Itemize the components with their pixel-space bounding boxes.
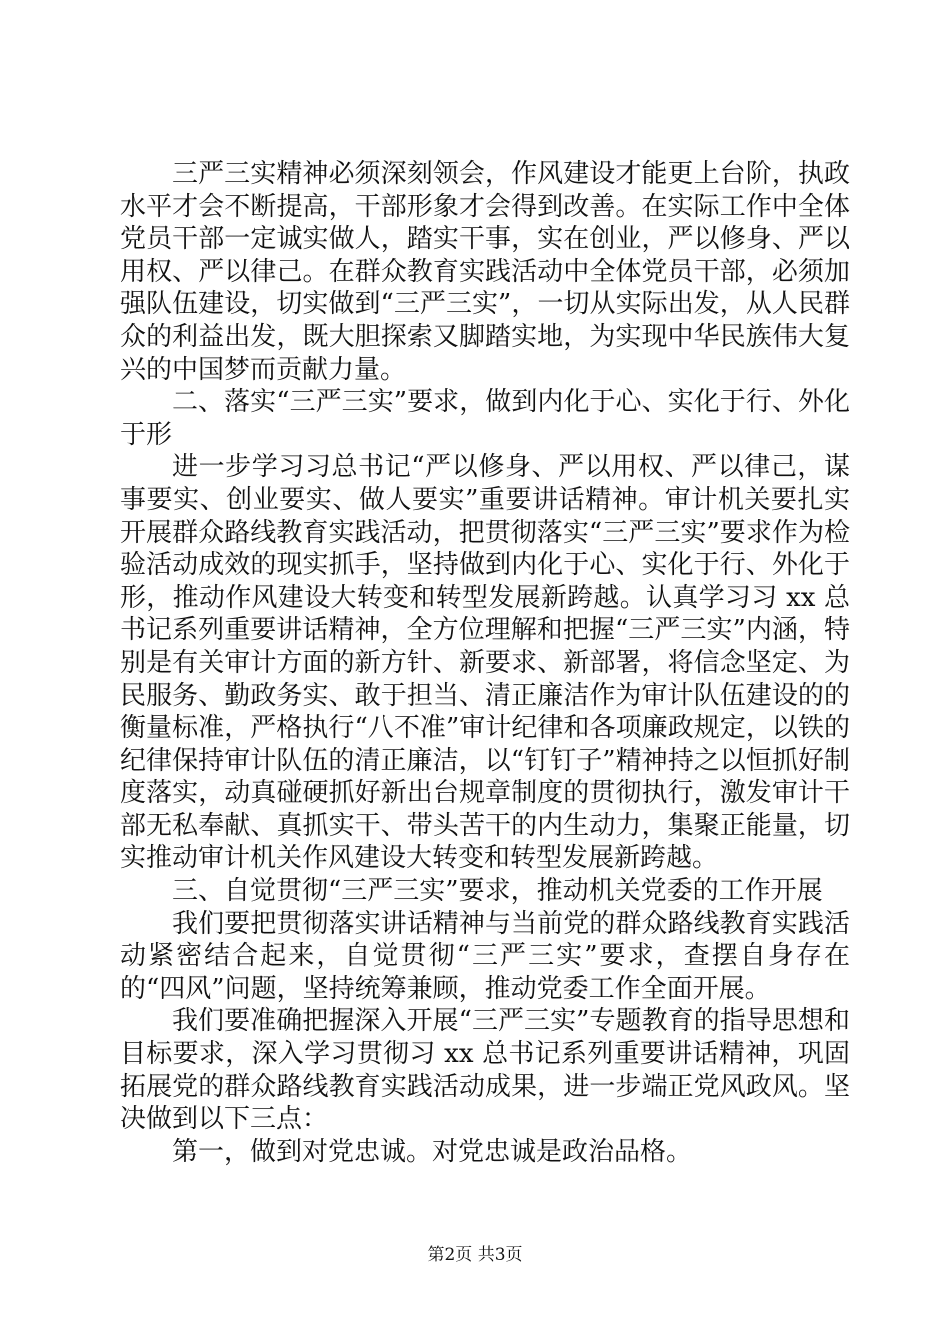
section-heading-three: 三、自觉贯彻“三严三实”要求，推动机关党委的工作开展 bbox=[172, 876, 823, 907]
paragraph-section-two: 进一步学习习总书记“严以修身、严以用权、严以律己，谋事要实、创业要实、做人要实”重要讲话精神。审计机关要扎实开展群众路线教育实践活动，把贯彻落实“三严三实”要求作为检验活动成效的现实抓手，坚持做到内化于心、实化于行、外化于形，推动作风建设大转变和转型发展新跨越。认真学习习 xx 总书记系列重要讲话精神，全方位理解和把握“三严三实”内涵，特别是有关审计方面的新方针、新要求、新部署，将信念坚定、为民服务、勤政务实、敢于担当、清正廉洁作为审计队伍建设的的衡量标准，严格执行“八不准”审计纪律和各项廉政规定，以铁的纪律保持审计队伍的清正廉洁，以“钉钉子”精神持之以恒抓好制度落实，动真碰硬抓好新出台规章制度的贯彻执行，激发审计干部无私奉献、真抓实干、带头苦干的内生动力，集聚正能量，切实推动审计机关作风建设大转变和转型发展新跨越。 bbox=[120, 452, 850, 874]
paragraph-intro: 三严三实精神必须深刻领会，作风建设才能更上台阶，执政水平才会不断提高，干部形象才会得到改善。在实际工作中全体党员干部一定诚实做人，踏实干事，实在创业，严以修身、严以用权、严以律己。在群众教育实践活动中全体党员干部，必须加强队伍建设，切实做到“三严三实”，一切从实际出发，从人民群众的利益出发，既大胆探索又脚踏实地，为实现中华民族伟大复兴的中国梦而贡献力量。 bbox=[120, 159, 850, 385]
section-heading-two: 二、落实“三严三实”要求，做到内化于心、实化于行、外化于形 bbox=[120, 387, 850, 450]
paragraph-point-one: 第一，做到对党忠诚。对党忠诚是政治品格。 bbox=[172, 1136, 693, 1167]
document-body bbox=[120, 158, 850, 1168]
paragraph-section-three-a: 我们要把贯彻落实讲话精神与当前党的群众路线教育实践活动紧密结合起来，自觉贯彻“三严三实”要求，查摆自身存在的“四风”问题，坚持统筹兼顾，推动党委工作全面开展。 bbox=[120, 908, 850, 1004]
paragraph-section-three-b: 我们要准确把握深入开展“三严三实”专题教育的指导思想和目标要求，深入学习贯彻习 xx 总书记系列重要讲话精神，巩固拓展党的群众路线教育实践活动成果，进一步端正党风政风。坚决做到以下三点： bbox=[120, 1006, 850, 1135]
page-number-footer: 第2页 共3页 bbox=[427, 1245, 523, 1265]
